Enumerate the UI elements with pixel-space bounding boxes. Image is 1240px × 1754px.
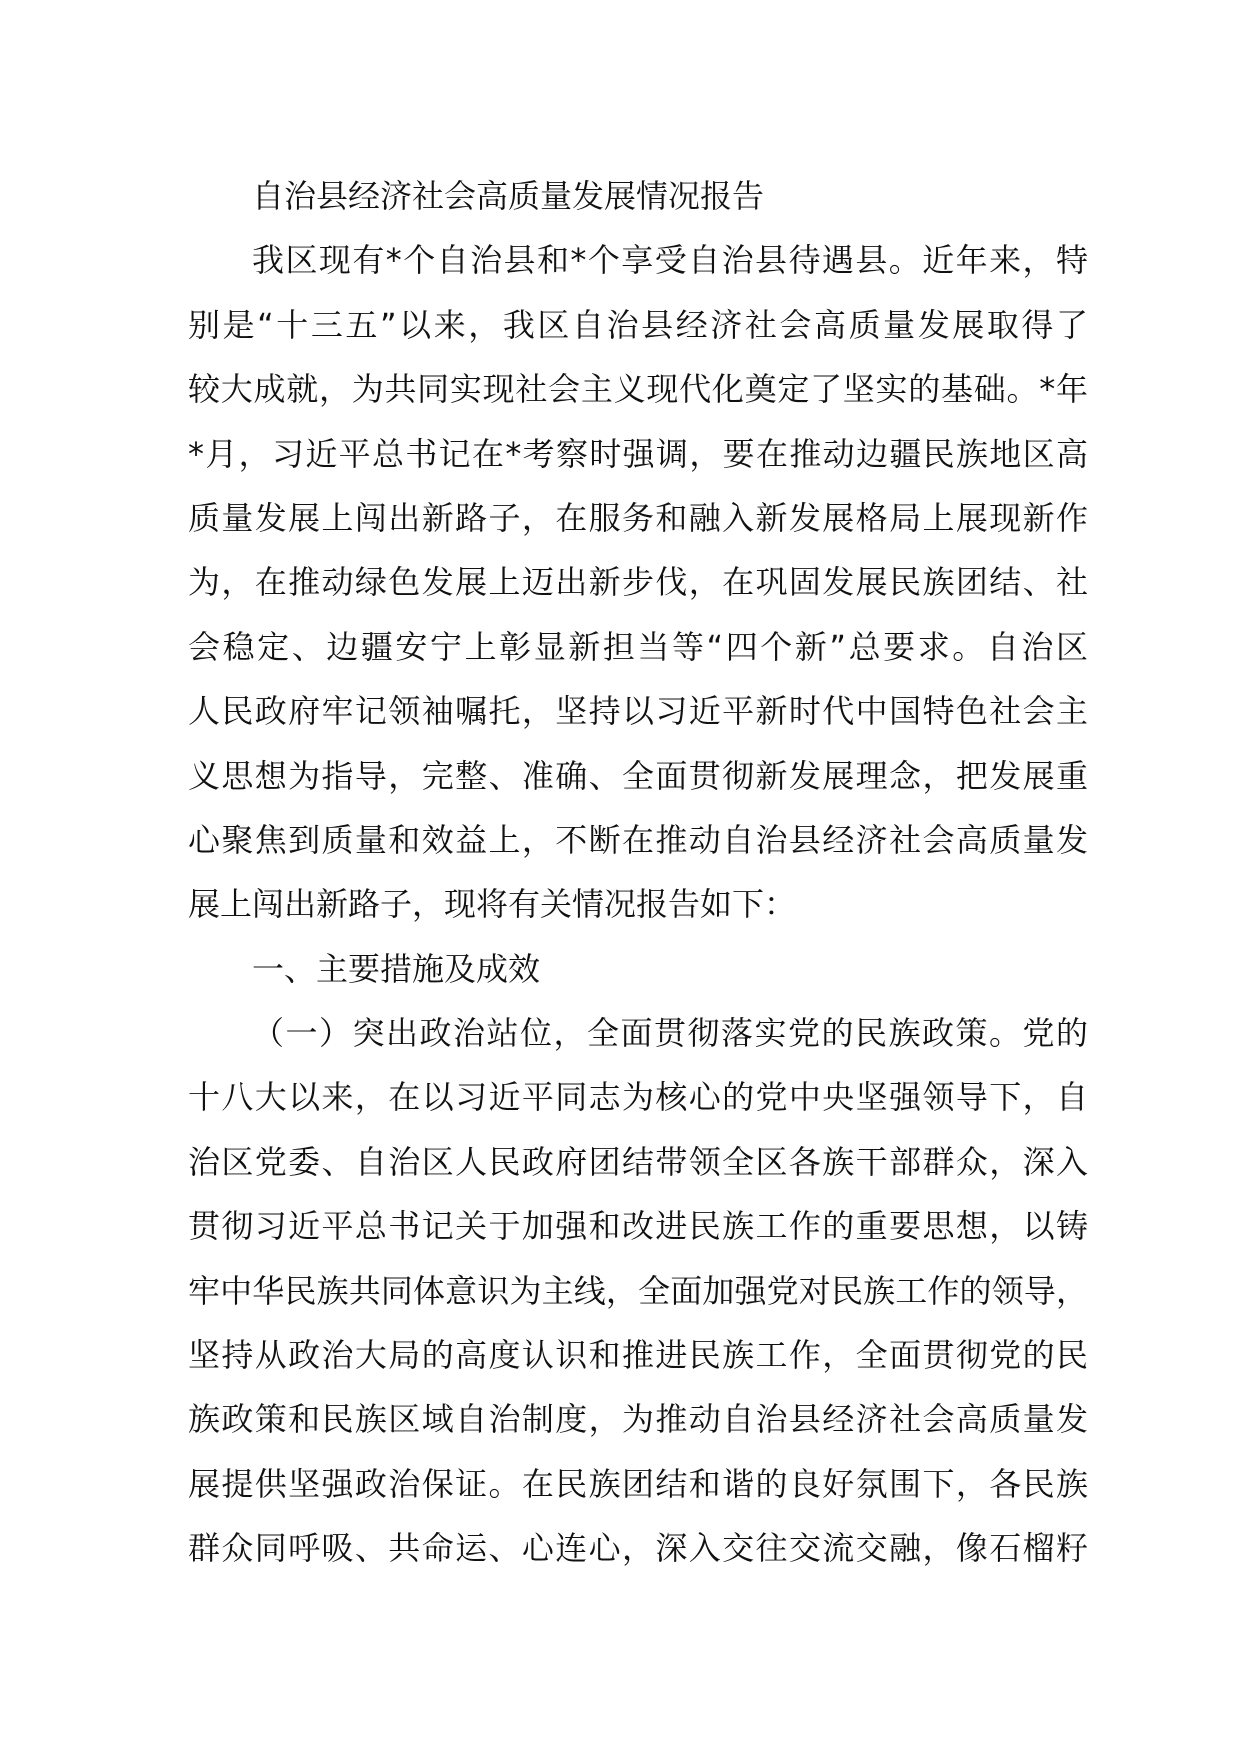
section1-line-4: 贯彻习近平总书记关于加强和改进民族工作的重要思想，以铸	[188, 1207, 1088, 1246]
intro-line-11: 展上闯出新路子，现将有关情况报告如下：	[188, 885, 797, 924]
intro-line-5: 质量发展上闯出新路子，在服务和融入新发展格局上展现新作	[188, 498, 1088, 537]
intro-line-10: 心聚焦到质量和效益上，不断在推动自治县经济社会高质量发	[188, 820, 1088, 859]
intro-line-3: 较大成就，为共同实现社会主义现代化奠定了坚实的基础。*年	[188, 370, 1088, 409]
section1-line-8: 展提供坚强政治保证。在民族团结和谐的良好氛围下，各民族	[188, 1464, 1088, 1503]
intro-line-4: *月，习近平总书记在*考察时强调，要在推动边疆民族地区高	[188, 434, 1088, 473]
section1-line-6: 坚持从政治大局的高度认识和推进民族工作，全面贯彻党的民	[188, 1336, 1088, 1375]
intro-line-8: 人民政府牢记领袖嘱托，坚持以习近平新时代中国特色社会主	[188, 692, 1088, 731]
intro-line-6: 为，在推动绿色发展上迈出新步伐，在巩固发展民族团结、社	[188, 563, 1088, 602]
intro-line-1: 我区现有*个自治县和*个享受自治县待遇县。近年来，特	[252, 241, 1088, 280]
section1-line-5: 牢中华民族共同体意识为主线，全面加强党对民族工作的领导，	[188, 1271, 1088, 1310]
section1-line-1: （一）突出政治站位，全面贯彻落实党的民族政策。党的	[252, 1014, 1088, 1053]
document-body	[188, 164, 1088, 1581]
document-title: 自治县经济社会高质量发展情况报告	[252, 177, 765, 215]
section1-line-2: 十八大以来，在以习近平同志为核心的党中央坚强领导下，自	[188, 1078, 1088, 1117]
section1-line-7: 族政策和民族区域自治制度，为推动自治县经济社会高质量发	[188, 1400, 1088, 1439]
section-heading: 一、主要措施及成效	[252, 949, 541, 988]
intro-line-7: 会稳定、边疆安宁上彰显新担当等“四个新”总要求。自治区	[188, 627, 1088, 666]
intro-line-2: 别是“十三五”以来，我区自治县经济社会高质量发展取得了	[188, 305, 1088, 344]
intro-line-9: 义思想为指导，完整、准确、全面贯彻新发展理念，把发展重	[188, 756, 1088, 795]
section1-line-3: 治区党委、自治区人民政府团结带领全区各族干部群众，深入	[188, 1142, 1088, 1181]
section1-line-9: 群众同呼吸、共命运、心连心，深入交往交流交融，像石榴籽	[188, 1529, 1088, 1568]
